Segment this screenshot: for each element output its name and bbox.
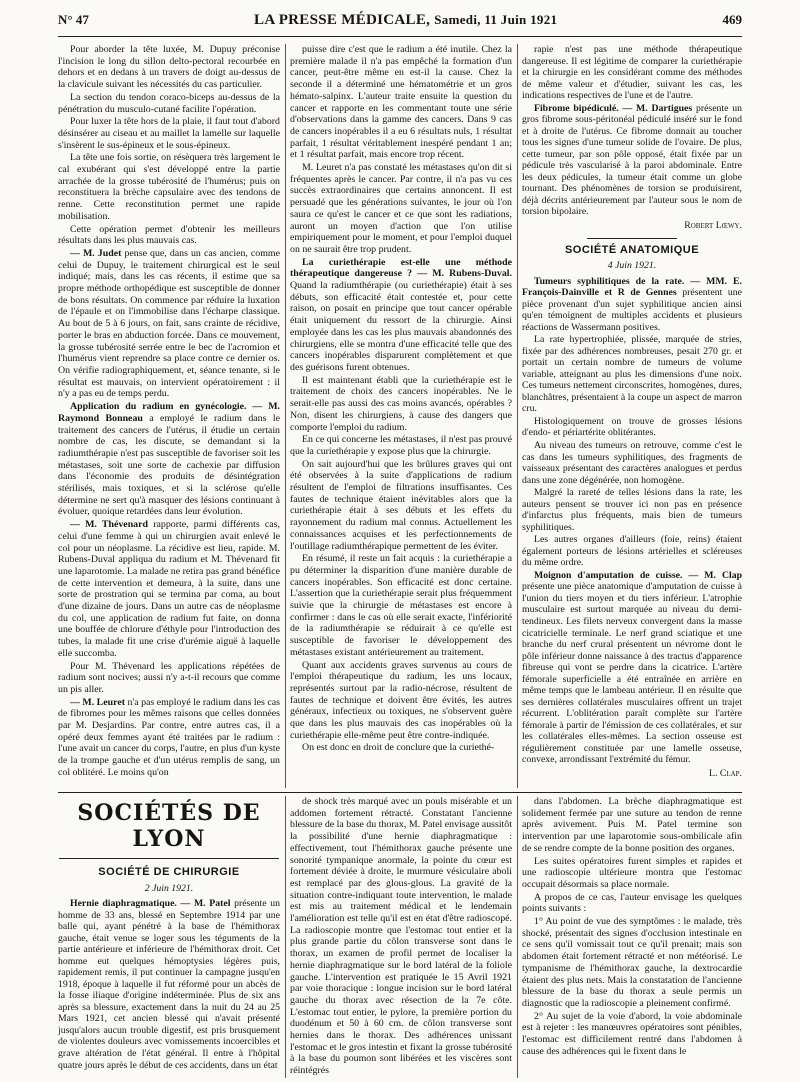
paragraph [290,44,512,161]
paragraph-text: n'a pas employé le radium dans les cas de fibromes pour les mêmes raisons que celles données par M. Desjardins. Par contre, entre autres cas, il a opéré deux femmes ayant été traitées par le radium : l'une avait un cancer du corps, l'autre, en plus d'un kyste de la trompe gauche et d'un utérus remplis de sang, un col oblitéré. Le moins qu'on [58,696,280,778]
issue-date: Samedi, 11 Juin 1921 [434,12,558,27]
paragraph-text: 1° Au point de vue des symptômes : le malade, très shocké, présentait des signes d'occlusion intestinale en ce sens qu'il vomissait tout ce qu'il prenait; mais son abdomen était fortement rétracté et non météorisé. Le tympanisme de l'hémithorax gauche, la dextrocardie étaient des plus nets. Mais la constatation de l'ancienne blessure de la base du thorax a seule permis un diagnostic que la radioscopie a pleinement confirmé. [522,916,742,1009]
paragraph [522,44,742,102]
paragraph-text: A propos de ce cas, l'auteur envisage les quelques points suivants : [522,891,742,915]
paragraph [290,375,512,434]
column-divider [517,796,518,1078]
lyon-column-1-body [58,898,280,1071]
paragraph-text: La section du tendon coraco-biceps au-dessus de la pénétration du musculo-cutané facilite l'opération. [58,91,280,115]
journal-title [254,12,557,29]
issue-number: N° 47 [58,12,89,27]
paragraph-text: Pour M. Thévenard les applications répétées de radium sont nocives; aussi n'y a-t-il recours que comme un pis aller. [58,660,280,695]
lyon-column-3 [522,796,742,1078]
paragraph [522,892,742,915]
paragraph [58,44,280,91]
lyon-title-rule [59,858,279,859]
paragraph [290,553,512,658]
paragraph [522,416,742,439]
paragraph [58,661,280,696]
paragraph-lead: Tumeurs syphilitiques de la rate. — MM. E. François-Dainville et R de Gennes [522,275,742,299]
paragraph-text: pense que, dans un cas ancien, comme celui de Dupuy, le traitement chirurgical est le seul indiqué; mais, dans les cas récents, il estime que sa propre méthode orthopédique est susceptible de donner de bons résultats. On commence par réduire la luxation de l'épaule et on l'immobilise dans l'écharpe classique. Au bout de 5 à 6 jours, on fait, sans crainte de récidive, porter le bras en abduction forcée. Dans ce mouvement, la grosse tubérosité serrée entre le bec de l'acromion et l'humérus vient reprendre sa place contre ce dernier os. On vérifie radiographiquement, et, séance tenante, si le résultat est mauvais, on intervient opératoirement : il n'y a pas eu de temps perdu. [58,247,280,400]
lyon-column-1 [58,796,280,1078]
paragraph [290,257,512,374]
paragraph [290,459,512,553]
paragraph-text: On est donc en droit de conclure que la curiethé- [302,742,495,754]
paragraph [58,116,280,151]
paragraph [522,570,742,766]
column-divider [285,44,286,788]
paragraph-text: Au niveau des tumeurs on retrouve, comme c'est le cas dans les tumeurs syphilitiques, des fragments de vaisseaux présentant des caractères analogues et perdus dans une zone dégénérée, non homogène. [522,440,742,486]
paragraph-text: La tête une fois sortie, on résèquera très largement le cal exubérant qui s'est développé entre la partie arrachée de la grosse tubérosité de l'humérus; puis on reconstituera la brèche capsulaire avec des tendons de renne. Cette reconstitution permet une rapide mobilisation. [58,152,280,222]
paragraph-text: a employé le radium dans le traitement des cancers de l'utérus, il étudie un certain nombre de cas, les discute, se demandant si la radiumthérapie n'est pas susceptible de favoriser soit les métastases, soit une sorte de cachexie par diffusion dans l'économie des produits de désintégration stérilisés, mais toxiques, et si la sclérose qu'elle détermine ne sert qu'à masquer des lésions continuant à évoluer, quoique retardées dans leur évolution. [58,412,280,518]
paragraph-text: Il est maintenant établi que la curiethérapie est le traitement de choix des cancers inopérables. Ne le serait-elle pas aussi des cas moins avancés, opérables ? Non, disent les chirurgiens, à cause des dangers que comporte l'emploi du radium. [290,374,512,433]
paragraph-lead: — M. Thévenard [70,519,148,531]
paragraph-text: rapie n'est pas une méthode thérapeutique dangereuse. Il est légitime de comparer la curiethérapie et la chirurgie en les considérant comme des méthodes de même valeur et d'étudier, suivant les cas, les indications respectives de l'une et de l'autre. [522,44,742,102]
column-1 [58,44,280,788]
paragraph [58,401,280,518]
paragraph [522,103,742,218]
paragraph-text: En résumé, il reste un fait acquis : la curiethérapie a pu déterminer la disparition d'une manière durable de cancers inopérables. Son efficacité est donc certaine. L'assertion que la curiethérapie serait plus fréquemment suivie que la chirurgie de métastases est encore à confirmer : dans le cas où elle serait exacte, l'infériorité de la radiumthérapie se réduirait à ce qu'elle est susceptible de favoriser le développement des métastases existant antérieurement au traitement. [290,553,512,658]
section-divider-rule [58,792,742,793]
paragraph [522,916,742,1010]
paragraph-text: présente une pièce anatomique d'amputation de cuisse à l'union du tiers moyen et du tiers inférieur. L'atrophie musculaire est surtout marquée au niveau du demi-tendineux. Les filets nerveux convergent dans la masse cicatricielle terminale. Le nerf grand sciatique et une branche du nerf crural présentent un névrome dont le pôle inférieur donne naissance à des tractus d'apparence fibreuse qui vont se perdre dans la cicatrice. L'artère fémorale superficielle a été entraînée en arrière en même temps que le lambeau antérieur. Il en résulte que ses dernières collatérales musculaires offrent un trajet récurrent. L'oblitération paraît complète sur l'artère fémorale à partir de l'émission de ces collatérales, et sur les collatérales elles-mêmes. La section osseuse est régulièrement constituée par une lamelle osseuse, convexe, arrondissant l'extrémité du fémur. [522,581,742,766]
paragraph [58,152,280,222]
paragraph [290,742,512,754]
paragraph-text: Les autres organes d'ailleurs (foie, reins) étaient également porteurs de lésions artérielles et scléreuses du même ordre. [522,534,742,569]
header-rule [58,36,742,37]
paragraph-text: Quand la radiumthérapie (ou curiethérapie) était à ses débuts, son efficacité était contestée et, pour cette raison, on posait en principe que tout cancer opérable était uniquement du ressort de la chirurgie. Ainsi employée dans les cas les plus mauvais abandonnés des chirurgiens, elle se montra d'une efficacité telle que des cancers inopérables disparurent complètement et que des guérisons furent obtenues. [290,280,512,373]
paragraph-text: présente un gros fibrome sous-péritonéal pédiculé inséré sur le fond et à droite de l'utérus. Ce fibrome donnait au toucher tous les signes d'une tumeur solide de l'ovaire. De plus, cette tumeur, par son pôle opposé, était fixée par un pédicule très vascularisé à la paroi abdominale. Entre les deux pédicules, la tumeur était comme un globe tournant. Des phénomènes de torsion se produisirent, déjà décrits antérieurement par l'auteur sous le nom de torsion bipolaire. [522,102,742,218]
section-rule [587,238,677,239]
paragraph [522,1011,742,1058]
paragraph [522,856,742,891]
paragraph-lead: Moignon d'amputation de cuisse. — M. Clap [534,569,742,581]
section-date: 2 Juin 1921. [144,882,194,894]
column-3-body [522,44,742,218]
section-heading-anatomique: SOCIÉTÉ ANATOMIQUE [564,243,700,256]
page-header [58,12,742,34]
paragraph [522,276,742,334]
paragraph [58,248,280,400]
paragraph [522,487,742,533]
section-date: 4 Juin 1921. [607,260,657,272]
paragraph-text: M. Leuret n'a pas constaté les métastases qu'on dit si fréquentes après le cancer. Par contre, il n'a pas vu ces succès extraordinaires que certains annoncent. Il est persuadé que les générations suivantes, le jour où l'on saura ce qu'est le cancer et ce que sont les radiations, auront un moyen d'action que l'on utilise empiriquement pour le moment, et pour l'emploi duquel on ne saurait être trop prudent. [290,162,512,255]
paragraph [290,660,512,742]
paragraph-text: de shock très marqué avec un pouls misérable et un addomen fortement rétracté. Constatant l'ancienne blessure de la base du thorax, M. Patel envisage aussitôt la possibilité d'une hernie diaphragmatique : effectivement, tout l'hémithorax gauche présente une sonorité tympanique anormale, la pointe du cœur est fortement déviée à droite, le murmure vésiculaire aboli est remplacé par des glous-glous. La gravité de la situation contre-indiquant toute intervention, le malade est mis au traitement médical et le lendemain l'amélioration est telle qu'il est en état d'être radioscopé. La radioscopie montre que l'estomac tout entier et la plus grande partie du côlon transverse sont dans le thorax, un examen de profil permet de localiser la hernie diaphragmatique sur le bord latéral de la foliole gauche. L'intervention est pratiquée le 15 Avril 1921 par voie thoracique : longue incision sur le bord latéral gauche du thorax avec résection de la 7e côte. L'estomac tout entier, le pylore, la première portion du duodénum et 50 à 60 cm. de côlon transverse sont hernies dans le thorax. Des adhérences unissant l'estomac et le gros intestin et fixant la grosse tubérosité à la base du poumon sont libérées et les viscères sont réintégrés [290,796,512,1077]
paragraph-lead: Hernie diaphragmatique. — M. Patel [70,898,231,910]
paragraph-text: puisse dire c'est que le radium a été inutile. Chez la première malade il n'a pas empêché la formation d'un cancer, peut-être même en est-il la cause. Chez la seconde il a déterminé une hématométrie et un gros hémato-salpinx. L'auteur traite ensuite la question du cancer et rapporte en les commentant toute une série d'observations dans la gamme des cancers. Dans 9 cas de cancers inopérables il a eu 6 résultats nuls, 1 résultat parfait, 1 résultat véritablement inespéré pendant 1 an; et 1 résultat parfait, mais encore trop récent. [290,44,512,161]
paragraph [58,697,280,779]
section-heading-chirurgie: SOCIÉTÉ DE CHIRURGIE [98,866,240,878]
paragraph-text: présentent une pièce provenant d'un sujet syphilitique ancien ainsi qu'en témoignent de multiples accidents et plusieurs réactions de Wassermann positives. [522,287,742,333]
paragraph [290,434,512,457]
lyon-title: SOCIÉTÉS DE LYON [77,800,261,852]
column-3 [522,44,742,788]
page-number: 469 [722,12,742,27]
paragraph-text: Pour luxer la tête hors de la plaie, il faut tout d'abord désinsérer au ciseau et au maillet la lamelle sur laquelle s'insèrent le sus-épineux et le sous-épineux. [58,116,280,151]
lyon-column-2 [290,796,512,1078]
paragraph-text: Cette opération permet d'obtenir les meilleurs résultats dans les plus mauvais cas. [58,223,280,247]
paragraph-text: 2° Au sujet de la voie d'abord, la voie abdominale est à rejeter : les manœuvres opératoires sont pénibles, l'estomac est difficilement rentré dans l'abdomen à cause des adhérences qui le fixent dans le [522,1010,742,1057]
paragraph-lead: — M. Leuret [70,696,125,708]
paragraph-text: On sait aujourd'hui que les brûlures graves qui ont été observées à la suite d'applications de radium résultent de l'emploi de filtrations insuffisantes. Ces fautes de technique étaient inévitables alors que la curiethérapie était à ses débuts et les effets du rayonnement du radium mal connus. Actuellement les connaissances acquises et les perfectionnements de l'outillage radiumthérapique permettent de les éviter. [290,458,512,552]
paragraph [58,224,280,247]
paragraph [522,796,742,855]
paragraph [290,796,512,1077]
paragraph-text: présente un homme de 33 ans, blessé en Septembre 1914 par une balle qui, ayant pénétré à la base de l'hémithorax gauche, était venue se loger sous les téguments de la partie antérieure et inférieure de l'hémithorax droit. Cet homme eut quelques hémoptysies légères puis, rapidement remis, il put continuer la campagne jusqu'en 1918, époque à laquelle il fut réformé pour un abcès de la fosse iliaque d'origine indéterminée. Plus de six ans après sa blessure, exactement dans la nuit du 24 au 25 Mars 1921, cet ancien blessé qui n'avait présenté jusqu'alors aucun trouble digestif, est pris brusquement de violentes douleurs avec vomissements incoercibles et grave altération de l'état général. Il entre à l'hôpital quatre jours après le début de ces accidents, dans un état [58,898,280,1071]
paragraph-text: Malgré la rareté de telles lésions dans la rate, les auteurs pensent se trouver ici non pas en présence d'infarctus plus fréquents, mais bien de tumeurs syphilitiques. [522,487,742,533]
paragraph-text: En ce qui concerne les métastases, il n'est pas prouvé que la curiethérapie y expose plus que la chirurgie. [290,434,512,457]
paragraph [522,440,742,486]
paragraph-lead: La curiethérapie est-elle une méthode thérapeutique dangereuse ? — M. Rubens-Duval. [290,256,512,280]
paragraph-lead: Fibrome bipédiculé. — M. Dartigues [534,102,693,114]
paragraph-text: Les suites opératoires furent simples et rapides et une radioscopie ultérieure montra que l'estomac occupait désormais sa place normale. [522,855,742,890]
paragraph-text: La rate hypertrophiée, plissée, marquée de stries, fixée par des adhérences nombreuses, pesait 270 gr. et portait un certain nombre de tumeurs de volume variable, atteignant au plus les dimensions d'une noix. Ces tumeurs nettement circonscrites, homogènes, dures, blanchâtres, présentaient à la coupe un aspect de marron cru. [522,334,742,415]
paragraph-lead: Application du radium en gynécologie. — M. Raymond Bonneau [58,401,280,424]
column-divider [285,796,286,1078]
paragraph [522,334,742,415]
paragraph [58,898,280,1071]
paragraph-lead: — M. Judet [70,247,122,259]
anatomique-body [522,276,742,766]
signature: L. Clap. [709,767,742,779]
paragraph [58,92,280,115]
paragraph-text: rapporte, parmi différents cas, celui d'une femme à qui un chirurgien avait enlevé le col pour un néoplasme. La récidive est lieu, rapide. M. Rubens-Duval appliqua du radium et M. Thévenard fit une laparotomie. La malade ne retira pas grand bénéfice de cette intervention et demeura, à la suite, dans une sorte de prostration qui se termina par coma, au bout d'une dizaine de jours. Dans un autre cas de néoplasme du col, une application de radium fut faite, on donna une bouffée de chlorure d'éthyle pour l'introduction des tubes, la malade fit une crise d'urémie aiguë à laquelle elle succomba. [58,519,280,659]
column-2 [290,44,512,788]
paragraph [290,162,512,256]
paragraph-text: Pour aborder la tête luxée, M. Dupuy préconise l'incision le long du sillon delto-pectoral recourbée en dehors et en dedans à un travers de doigt au-dessus de la clavicule suivant les nécessités du cas particulier. [58,44,280,91]
paragraph-text: Quant aux accidents graves survenus au cours de l'emploi thérapeutique du radium, les uns locaux, représentés surtout par la radio-nécrose, résultent de fautes de technique et doivent être évités, les autres généraux, infectieux ou toxiques, ne s'observent guère que dans les plus mauvais des cas inopérables où la curiethérapie elle-même peut être contre-indiquée. [290,659,512,741]
paragraph-text: dans l'abdomen. La brèche diaphragmatique est solidement fermée par une suture au tendon de renne après avivement. Puis M. Patel termine son intervention par une laparotomie sous-ombilicale afin de se rendre compte de la bonne position des organes. [522,796,742,854]
paragraph [58,519,280,659]
paragraph [522,534,742,569]
paragraph-text: Histologiquement on trouve de grosses lésions d'endo- et périartérite oblitérantes. [522,415,742,439]
column-divider [517,44,518,788]
journal-name: LA PRESSE MÉDICALE, [254,12,431,28]
signature: Robert Lœwy. [684,219,742,231]
